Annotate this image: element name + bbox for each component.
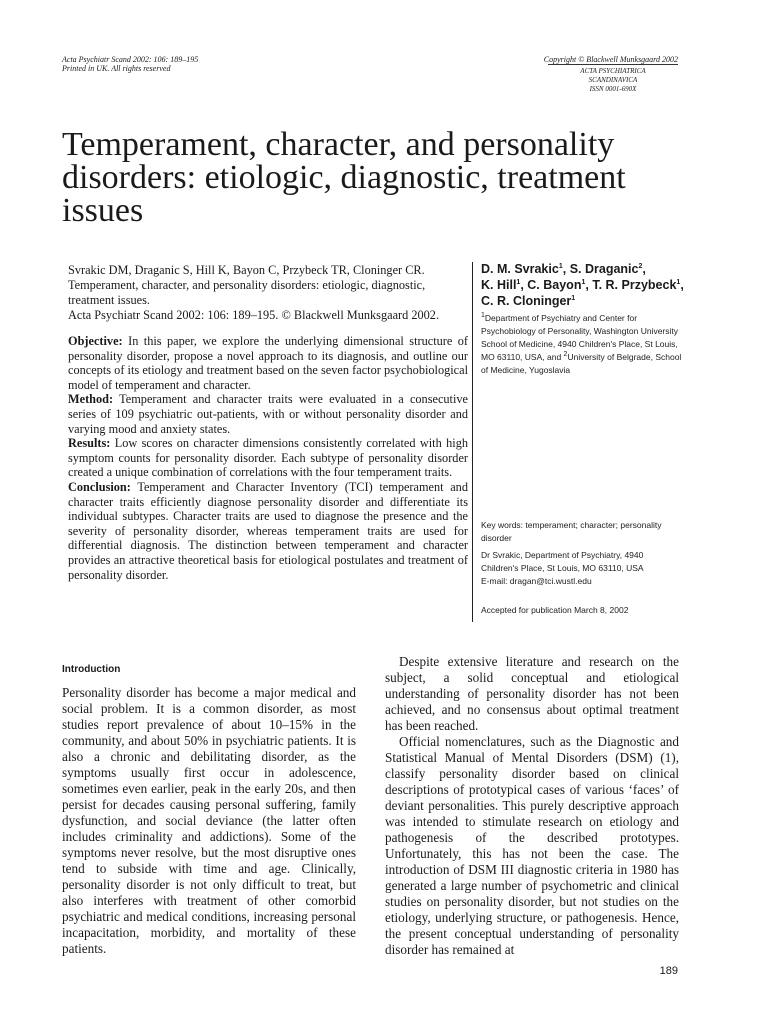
affil-sup: 1 bbox=[481, 312, 485, 320]
objective-text: In this paper, we explore the underlying dimensional structure of personality disorder, propose a novel approach to its diagnosis, and outline our concepts of its etiology and treatment based on the seven factor psychobiological model of temperament and character. bbox=[68, 334, 469, 392]
journal-citation-line: Acta Psychiatr Scand 2002: 106: 189–195 bbox=[62, 55, 199, 64]
author-list: D. M. Svrakic$^1$, S. Draganic$^2$, K. Hill$^1$, C. Bayon$^1$, T. R. Przybeck$^1$, C. R. Cloninger$^1$ bbox=[481, 262, 684, 308]
method-label: Method: bbox=[68, 392, 114, 407]
correspondence-email: E-mail: dragan@tci.wustl.edu bbox=[481, 576, 592, 586]
conclusion-text: Temperament and Character Inventory (TCI) temperament and character traits efficiently diagnose personality disorder and differentiate its individual subtypes. Character traits are used to diagnose the presence and the severity of personality disorder, whereas temperament traits are used for differential diagnosis. The distinction between temperament and character provides an attractive theoretical basis for etiological postulates and treatment of personality disorder. bbox=[68, 479, 468, 582]
results-label: Results: bbox=[68, 436, 111, 451]
abstract-method bbox=[68, 392, 468, 436]
section-heading: Introduction bbox=[62, 664, 121, 675]
results-text: Low scores on character dimensions consistently correlated with high symptom counts for personality disorder. Each subtype of personality disorder created a unique combination of correlations with the four temperament traits. bbox=[68, 436, 468, 480]
author-name: D. M. Svrakic bbox=[481, 262, 559, 276]
abstract bbox=[68, 334, 468, 582]
objective-label: Objective: bbox=[68, 334, 123, 348]
body-column-left: Personality disorder has become a major medical and social problem. It is a common disorder, as most studies report prevalence of about 10–15% in the community, and about 50% in psychiatric patients. It is also a chronic and debilitating disorder, as the symptoms usually first occur in adolescence, sometimes even earlier, peak in the early 20s, and then persist for decades causing personal suffering, family dysfunction, and social deviance (the latter often includes criminality and addictions). Some of the symptoms never resolve, but the most disruptive ones tend to subside with time and age. Clinically, personality disorder is not only difficult to treat, but also interferes with treatment of other comorbid psychiatric and medical conditions, increasing personal incapacitation, morbidity, and mortality of these patients. bbox=[62, 685, 356, 956]
author-name: K. Hill bbox=[481, 278, 517, 292]
citation-block bbox=[68, 263, 468, 323]
author-affil-sup: 1 bbox=[516, 278, 521, 286]
paragraph: Official nomenclatures, such as the Diagnostic and Statistical Manual of Mental Disorders (DSM) (1), classify personality disorder based on clinical descriptions of prototypical cases of various ‘faces’ of deviant personalities. This purely descriptive approach was intended to stimulate research on etiology and pathogenesis of the described prototypes. Unfortunately, this has not been the case. The introduction of DSM III diagnostic criteria in 1980 has generated a large number of psychometric and clinical studies on personality disorder, but not studies on the etiology, underlying structure, or pathogenesis. Hence, the present conceptual understanding of personality disorder has remained at bbox=[385, 734, 679, 957]
journal-info bbox=[62, 55, 198, 73]
abstract-objective bbox=[68, 334, 468, 392]
method-text: Temperament and character traits were evaluated in a consecutive series of 109 psychiatric out-patients, with or without personality disorder and varying mood and anxiety states. bbox=[68, 392, 468, 436]
page-number: 189 bbox=[659, 965, 678, 977]
author-name: C. Bayon bbox=[527, 278, 582, 292]
author-affil-sup: 1 bbox=[581, 278, 586, 286]
abstract-results bbox=[68, 436, 468, 480]
box-line-3: ISSN 0001-690X bbox=[589, 85, 637, 93]
correspondence bbox=[481, 549, 681, 588]
keywords: Key words: temperament; character; personality disorder bbox=[481, 520, 662, 543]
copyright-line: Copyright © Blackwell Munksgaard 2002 bbox=[543, 55, 678, 64]
copyright-block bbox=[544, 55, 678, 94]
correspondence-address: Dr Svrakic, Department of Psychiatry, 4940 Children's Place, St Louis, MO 63110, USA bbox=[481, 550, 644, 573]
accepted-date: Accepted for publication March 8, 2002 bbox=[481, 605, 629, 615]
author-affil-sup: 2 bbox=[638, 262, 643, 270]
box-line-2: SCANDINAVICA bbox=[588, 76, 638, 84]
affil-sup: 2 bbox=[563, 351, 568, 359]
article-title: Temperament, character, and personality disorders: etiologic, diagnostic, treatment issues bbox=[62, 126, 626, 229]
affiliation bbox=[481, 312, 686, 377]
abstract-conclusion bbox=[68, 480, 468, 582]
column-divider bbox=[472, 262, 473, 622]
citation-source: Acta Psychiatr Scand 2002: 106: 189–195. © Blackwell Munksgaard 2002. bbox=[68, 308, 440, 322]
author-affil-sup: 1 bbox=[558, 262, 563, 270]
body-column-right bbox=[385, 654, 679, 958]
affiliation-text-1: Department of Psychiatry and Center for Psychobiology of Personality, Washington University School of Medicine, 4940 Children's Place, St Louis, MO 63110, USA, and bbox=[481, 313, 679, 362]
journal-box bbox=[548, 64, 678, 94]
printed-line: Printed in UK. All rights reserved bbox=[62, 64, 171, 73]
paragraph: Despite extensive literature and research on the subject, a solid conceptual and etiological understanding of personality disorder has not been achieved, and no consensus about optimal treatment has been reached. bbox=[385, 654, 679, 733]
author-name: S. Draganic bbox=[569, 262, 639, 276]
conclusion-label: Conclusion: bbox=[68, 479, 131, 494]
author-name: T. R. Przybeck bbox=[592, 278, 677, 292]
author-affil-sup: 1 bbox=[676, 278, 681, 286]
citation-text: Svrakic DM, Draganic S, Hill K, Bayon C, Przybeck TR, Cloninger CR. Temperament, character, and personality disorders: etiologic, diagnostic, treatment issues. bbox=[68, 263, 426, 307]
author-name: C. R. Cloninger bbox=[481, 294, 572, 308]
affiliation-text-2: University of Belgrade, School of Medicine, Yugoslavia bbox=[481, 352, 682, 375]
box-line-1: ACTA PSYCHIATRICA bbox=[580, 67, 646, 75]
author-affil-sup: 1 bbox=[571, 294, 576, 302]
